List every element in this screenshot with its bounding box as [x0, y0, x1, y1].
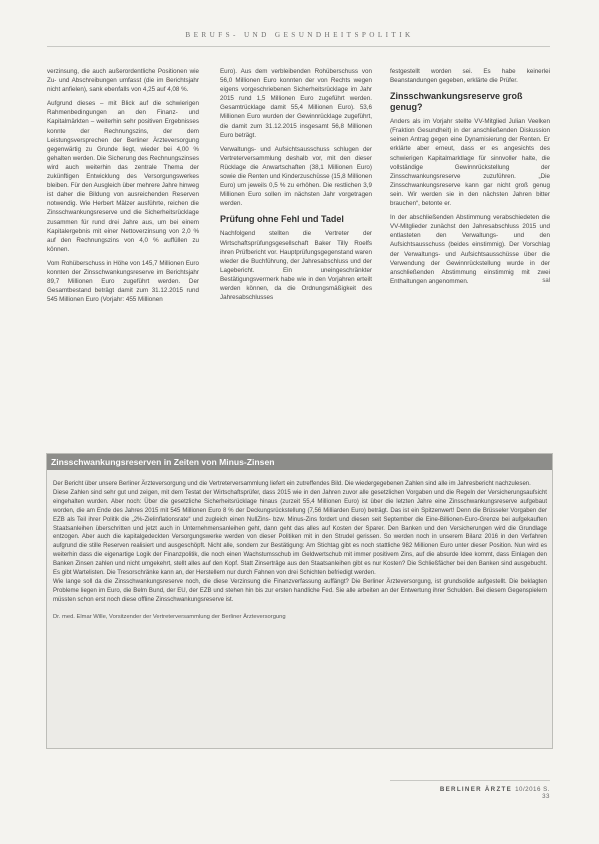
- commentary-box: [46, 453, 553, 749]
- paragraph: Vom Rohüberschuss in Höhe von 145,7 Millionen Euro konnten der Zinsschwankungsreserve im Berichtsjahr 89,7 Millionen Euro zugeführt werden. Der Gesamtbestand beträgt damit zum 31.12.2015 rund 545 Millionen Euro (Vorjahr: 455 Millionen: [47, 259, 199, 304]
- paragraph: Wie lange soll da die Zinsschwankungsreserve noch, die diese Verzinsung die Finanzverfassung auffängt? Die Berliner Ärzteversorgung, ist grundsolide aufgestellt. Die beklagten Probleme liegen im Euro, die Belm Bund, der EU, der EZB und stehen hin bis zur ersten handliche Fed. Sie alle arbeiten an der Entwertung ihrer Schulden. Bei diesem Gegenspielern müssten schon erst noch diese offline Zinsschwankungsreserve ist.: [53, 578, 547, 603]
- header-rule: [47, 46, 550, 47]
- paragraph: verzinsung, die auch außerordentliche Positionen wie Zu- und Abschreibungen umfasst (die im Berichtsjahr nicht anfielen), sank ebenfalls von 4,25 auf 4,08 %.: [47, 68, 199, 94]
- paragraph: Nachfolgend stellten die Vertreter der Wirtschaftsprüfungsgesellschaft Baker Tilly Roelfs ihren Prüfbericht vor. Hauptprüfungsgegenstand waren wieder die Buchführung, der Jahresabschluss und der Lagebericht. Ein uneingeschränkter Bestätigungsvermerk habe wie in den Vorjahren erteilt werden können, da die Ordnungsmäßigkeit des Jahresabschlusses: [220, 230, 372, 302]
- paragraph: festgestellt worden sei. Es habe keinerlei Beanstandungen gegeben, erklärte die Prüfer.: [390, 68, 550, 85]
- article-column-3: [390, 67, 550, 449]
- paragraph: Diese Zahlen sind sehr gut und zeigen, mit dem Testat der Wirtschaftsprüfer, dass 2015 wie in den Jahren zuvor alle gesetzlichen Vorgaben und die Regeln der Versicherungsaufsicht eingehalten wurden. Aber noch: Über die gesetzliche Sicherheitsrücklage hinaus (zurzeit 55,4 Millionen Euro) ist über die letzten Jahre eine Zinsschwankungsreserve aufgebaut worden, die am Ende des Jahres 2015 mit 545 Millionen Euro 8 % der Deckungsrückstellung (7,56 Milliarden Euro) beträgt. Das ist ein Spitzenwert! Denn die Brüsseler Vorgaben der EZB als Teil ihrer Politik die „2%-Zielinflationsrate“ und zugleich einen NullZins- bzw. Minus-Zins fordert und diesen seit September die Eine-Billionen-Euro-Grenze bei aufgekauften Staatsanleihen überschritten und jetzt auch in Unternehmensanleihen geht, dann geht das alles auf Kosten der Sparer. Den Banken und den Versicherungen wird die Grundlage entzogen. Aber auch die kapitalgedeckten Versorgungswerke werden von dieser Politiken mit in den Strudel gerissen. So werden noch in unserem Bilanz 2016 in den Verfahren aufgrund die stille Reserven realisiert und ausgeschöpft. Nicht alle, sondern zur Bestätigung: Am Stichtag gibt es noch stattliche 982 Millionen Euro unter dieser Position. Nun wird es weiterhin dass die eigenartige Logik der Finanzpolitik, die noch einen Wachstumsschub im Geldwertschub mit immer positivem Zins, auf die absurde Idee kommt, dass Einlagen den Banken Zinsen zahlen und nicht umgekehrt, stellt alles auf den Kopf. Statt Zinserträge aus den Staatsanleihen gibt es nur Kosten? Die Schließfächer bei den Banken sind ausgebucht. Es gibt Wartelisten. Die Tresorschränke kann an, der Herstellern nur durch Fahnen von drei Schichten befriedigt werden.: [53, 489, 547, 577]
- subheading: Zinsschwankungsreserve groß genug?: [390, 91, 523, 113]
- paragraph: Der Bericht über unsere Berliner Ärzteversorgung und die Vertreterversammlung liefert ein zutreffendes Bild. Die wiedergegebenen Zahlen sind alle im Jahresbericht nachzulesen.: [53, 481, 531, 487]
- issue-page: 10/2016 S. 33: [515, 786, 550, 800]
- article-column-2: [220, 67, 372, 449]
- box-title: Zinsschwankungsreserven in Zeiten von Minus-Zinsen: [47, 454, 552, 470]
- paragraph-text: In der abschließenden Abstimmung verabschiedeten die VV-Mitglieder zunächst den Jahresabschluss 2015 und entlasteten den Verwaltungs- und den Aufsichtsausschuss (beides einstimmig). Der Vorschlag der Verwaltungs- und Aufsichtsausschüsse über die Verwendung der Gewinnrückstellung wurde in der anschließenden Abstimmung einstimmig mit zwei Enthaltungen angenommen.: [390, 214, 550, 285]
- paragraph: [390, 213, 550, 286]
- author-end-mark: sal: [542, 277, 550, 284]
- article-column-1: [47, 67, 199, 449]
- footer-rule: [390, 780, 550, 781]
- journal-name: BERLINER ÄRZTE: [439, 786, 513, 793]
- subheading: Prüfung ohne Fehl und Tadel: [220, 214, 344, 225]
- signature: Dr. med. Elmar Wille, Vorsitzender der Vertreterversammlung der Berliner Ärzteversorgung: [53, 613, 286, 620]
- paragraph: Euro). Aus dem verbleibenden Rohüberschuss von 56,0 Millionen Euro konnten der von Rechts wegen eigens vorgeschriebenen Sicherheitsrücklage im Jahr 2015 rund 1,5 Millionen Euro zugeführt werden. Gesamtrücklage damit 55,4 Millionen Euro). 53,6 Millionen Euro wurden der Gewinnrücklage zugeführt, die damit zum 31.12.2015 insgesamt 56,8 Millionen Euro beträgt.: [220, 68, 372, 139]
- page-footer: [430, 786, 550, 800]
- box-body: [47, 470, 552, 622]
- paragraph: Aufgrund dieses – mit Blick auf die schwierigen Rahmenbedingungen an den Finanz- und Kapitalmärkten – weiterhin sehr positiven Ergebnisses konnte der Rechnungszins, der dem Leistungsversprechen der Berliner Ärzteversorgung gegenwärtig zu Grunde liegt, wieder bei 4,00 % gehalten werden. Die Sicherung des Rechnungszinses wird auch weiterhin das zentrale Thema der zukünftigen Entwicklung des Versorgungswerkes bleiben. Für den Ausgleich über mehrere Jahre hinweg ist daher die Bildung von ausreichenden Reserven notwendig. Wie Herbert Mälzer ausführte, reichen die Zinsschwankungsreserve und die Sicherheitsrücklage zusammen für rund drei Jahre aus, um bei einem Kapitalergebnis mit einer Nettoverzinsung von 2,0 % auf den Rechnungszins von 4,0 % auffüllen zu können.: [47, 100, 199, 253]
- running-head: BERUFS- UND GESUNDHEITSPOLITIK: [185, 31, 414, 39]
- paragraph: Anders als im Vorjahr stellte VV-Mitglied Julian Veelken (Fraktion Gesundheit) in der anschließenden Diskussion seinen Antrag gegen eine Dynamisierung der Renten. Er erklärte aber erneut, dass er es angesichts des schwierigen Kapitalmarktlage für sinnvoller halte, die vollständige Gewinnrückstellung der Zinsschwankungsreserve zuzuführen. „Die Zinsschwankungsreserve kann gar nicht groß genug sein. Wir werden sie in den nächsten Jahren bitter brauchen“, betonte er.: [390, 118, 550, 208]
- paragraph: Verwaltungs- und Aufsichtsausschuss schlugen der Vertreterversammlung deshalb vor, mit den dieser Rücklage die Anwartschaften (38,1 Millionen Euro) sowie die Renten und Kinderzuschüsse (15,8 Millionen Euro) um jeweils 0,5 % zu erhöhen. Die restlichen 3,9 Millionen Euro sollen im nächsten Jahr vorgetragen werden.: [220, 145, 372, 208]
